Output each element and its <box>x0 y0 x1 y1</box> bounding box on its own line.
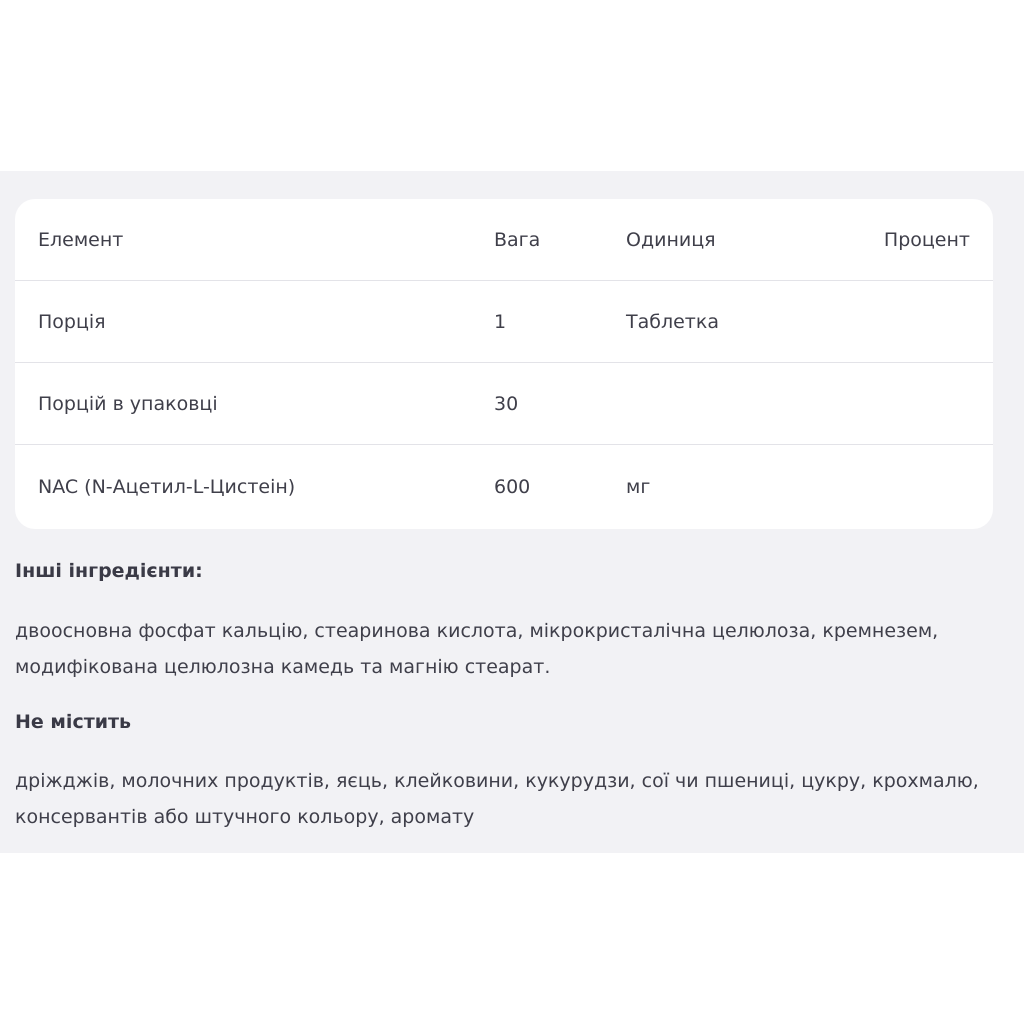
header-element: Елемент <box>38 228 124 251</box>
other-ingredients-line: модифікована целюлозна камедь та магнію стеарат. <box>15 656 551 678</box>
free-from-heading: Не містить <box>15 711 132 733</box>
row-unit: Таблетка <box>626 310 719 333</box>
row-weight: 30 <box>494 392 519 415</box>
table-header-row <box>15 199 993 281</box>
other-ingredients-text <box>15 613 1005 685</box>
free-from-line: консервантів або штучного кольору, аромату <box>15 806 475 828</box>
row-weight: 600 <box>494 475 531 498</box>
other-ingredients-line: двоосновна фосфат кальцію, стеаринова кислота, мікрокристалічна целюлоза, кремнезем, <box>15 620 939 642</box>
row-weight: 1 <box>494 310 507 333</box>
free-from-line: дріжджів, молочних продуктів, яєць, клейковини, кукурудзи, сої чи пшениці, цукру, крохмалю, <box>15 770 979 792</box>
table-row <box>15 445 993 528</box>
row-element: Порція <box>38 310 106 333</box>
free-from-text <box>15 763 1005 835</box>
nutrition-table <box>15 199 993 529</box>
row-element: Порцій в упаковці <box>38 392 218 415</box>
header-unit: Одиниця <box>626 228 716 251</box>
row-element: NAC (N-Ацетил-L-Цистеін) <box>38 475 296 498</box>
header-percent: Процент <box>883 228 970 251</box>
other-ingredients-heading: Інші інгредієнти: <box>15 560 203 582</box>
table-row <box>15 281 993 363</box>
row-unit: мг <box>626 475 651 498</box>
product-info-panel <box>0 171 1024 853</box>
header-weight: Вага <box>494 228 541 251</box>
table-row <box>15 363 993 445</box>
